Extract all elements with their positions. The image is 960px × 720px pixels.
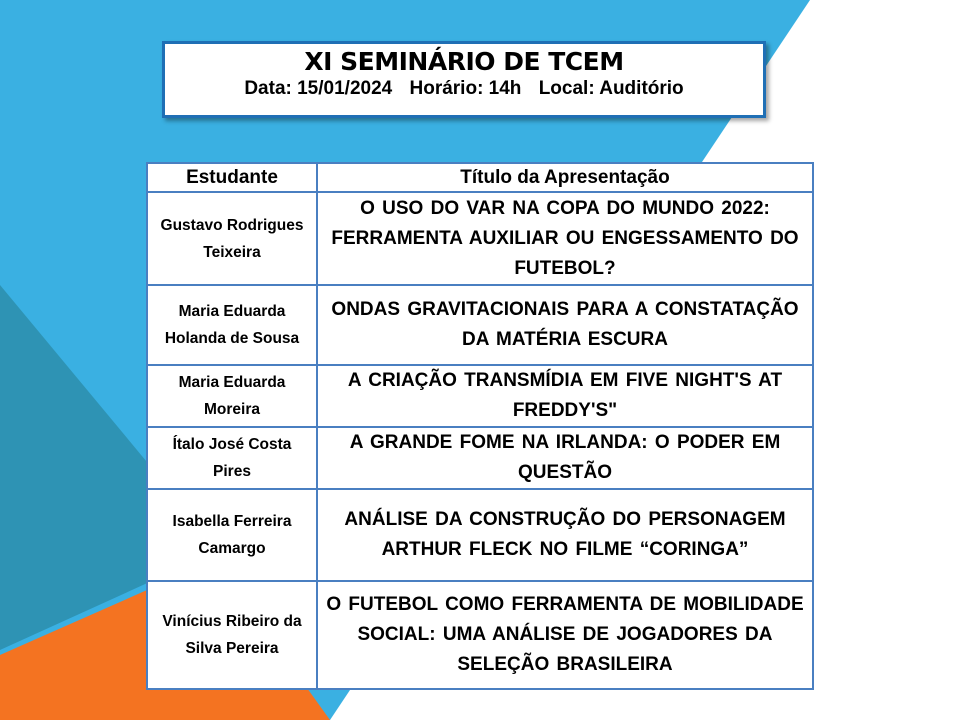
table-row <box>147 192 813 285</box>
presentation-title: A GRANDE FOME NA IRLANDA: O PODER EM QUESTÃO <box>317 427 813 489</box>
student-name: Maria Eduarda Moreira <box>147 365 317 427</box>
table-row <box>147 285 813 365</box>
table-row <box>147 427 813 489</box>
presentation-title: O USO DO VAR NA COPA DO MUNDO 2022: FERRAMENTA AUXILIAR OU ENGESSAMENTO DO FUTEBOL? <box>317 192 813 285</box>
student-name: Ítalo José Costa Pires <box>147 427 317 489</box>
student-name: Gustavo Rodrigues Teixeira <box>147 192 317 285</box>
presentation-title: ONDAS GRAVITACIONAIS PARA A CONSTATAÇÃO DA MATÉRIA ESCURA <box>317 285 813 365</box>
header-box <box>162 41 766 118</box>
schedule-table <box>146 162 814 690</box>
student-name: Maria Eduarda Holanda de Sousa <box>147 285 317 365</box>
column-header-student: Estudante <box>147 163 317 192</box>
table-row <box>147 365 813 427</box>
presentation-title: A CRIAÇÃO TRANSMÍDIA EM FIVE NIGHT'S AT FREDDY'S" <box>317 365 813 427</box>
column-header-title: Título da Apresentação <box>317 163 813 192</box>
table-row <box>147 581 813 689</box>
event-date: Data: 15/01/2024 <box>244 78 393 99</box>
presentation-title: ANÁLISE DA CONSTRUÇÃO DO PERSONAGEM ARTHUR FLECK NO FILME “CORINGA” <box>317 489 813 581</box>
event-time: Horário: 14h <box>409 78 522 99</box>
event-details <box>165 77 763 101</box>
student-name: Vinícius Ribeiro da Silva Pereira <box>147 581 317 689</box>
student-name: Isabella Ferreira Camargo <box>147 489 317 581</box>
seminar-title: XI SEMINÁRIO DE TCEM <box>304 47 624 76</box>
event-location: Local: Auditório <box>538 78 684 99</box>
table-header-row <box>147 163 813 192</box>
presentation-title: O FUTEBOL COMO FERRAMENTA DE MOBILIDADE SOCIAL: UMA ANÁLISE DE JOGADORES DA SELEÇÃO BRASILEIRA <box>317 581 813 689</box>
table-row <box>147 489 813 581</box>
